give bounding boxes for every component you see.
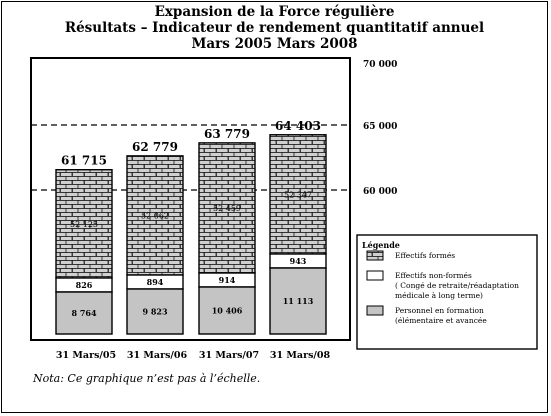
footnote: Nota: Ce graphique n’est pas à l’échelle. <box>33 372 261 385</box>
legend-label-untrained: médicale à long terme) <box>395 291 483 300</box>
data-label-total: 64 403 <box>275 118 321 133</box>
data-label-in-training: 10 406 <box>211 305 243 316</box>
data-label-untrained: 943 <box>289 256 307 266</box>
title-line-1: Expansion de la Force régulière <box>154 4 395 20</box>
data-label-untrained: 914 <box>218 275 236 285</box>
category-label: 31 Mars/08 <box>269 350 331 361</box>
y-tick-label-60000: 60 000 <box>363 187 398 197</box>
title-line-2: Résultats – Indicateur de rendement quantitatif annuel <box>64 20 485 36</box>
legend-swatch-untrained <box>367 271 383 280</box>
data-label-trained: 52 062 <box>141 211 169 221</box>
data-label-trained: 52 125 <box>70 219 98 229</box>
legend-label-trained: Effectifs formés <box>395 251 456 260</box>
y-tick-label-65000: 65 000 <box>363 122 398 132</box>
legend-label-untrained: ( Congé de retraite/réadaptation <box>395 281 519 290</box>
legend-swatch-in_training <box>367 306 383 315</box>
data-label-in-training: 11 113 <box>282 296 314 306</box>
category-label: 31 Mars/06 <box>126 350 188 361</box>
data-label-total: 63 779 <box>204 126 250 141</box>
data-label-total: 61 715 <box>61 153 107 168</box>
category-label: 31 Mars/05 <box>55 350 117 361</box>
category-label: 31 Mars/07 <box>198 350 260 361</box>
title-line-3: Mars 2005 Mars 2008 <box>191 36 358 52</box>
legend-swatch-trained <box>367 251 383 260</box>
data-label-total: 62 779 <box>132 139 178 154</box>
y-tick-label-70000: 70 000 <box>363 60 398 70</box>
legend-title: Légende <box>362 240 400 250</box>
legend-label-in_training: Personnel en formation <box>395 306 484 315</box>
data-label-untrained: 894 <box>146 277 164 287</box>
legend-label-in_training: (élémentaire et avancée <box>395 316 487 325</box>
data-label-trained: 52 347 <box>284 190 312 200</box>
data-label-in-training: 8 764 <box>71 308 97 318</box>
data-label-in-training: 9 823 <box>142 306 168 317</box>
legend-label-untrained: Effectifs non-formés <box>395 271 472 280</box>
data-label-untrained: 826 <box>75 280 93 290</box>
data-label-trained: 52 459 <box>213 203 241 213</box>
